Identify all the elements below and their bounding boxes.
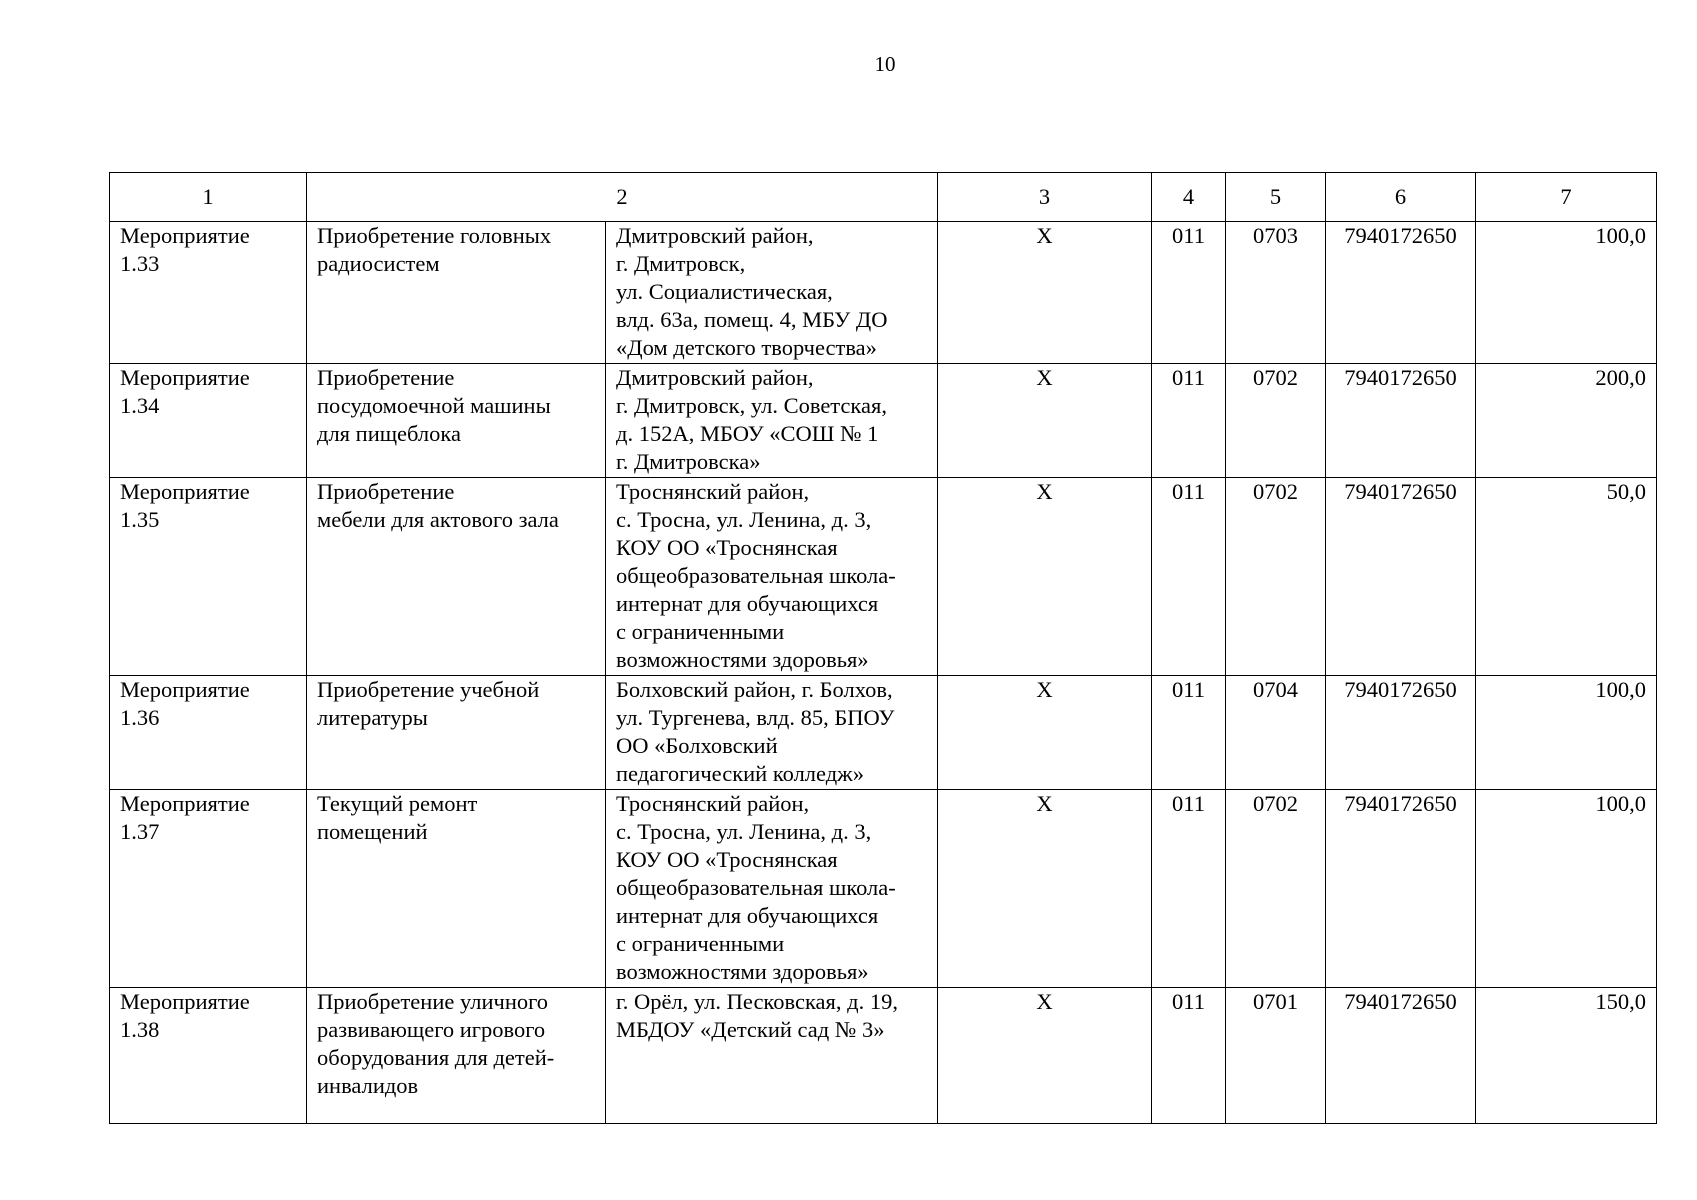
col5-cell: 0702 xyxy=(1226,478,1326,676)
activity-name-cell-line: Текущий ремонт xyxy=(317,791,478,816)
col6-cell: 7940172650 xyxy=(1326,364,1476,478)
activity-name-cell-line: Приобретение головных xyxy=(317,223,552,248)
address-cell-line: интернат для обучающихся xyxy=(616,591,879,616)
col6-cell: 7940172650 xyxy=(1326,478,1476,676)
table-row xyxy=(110,988,1657,1124)
event-cell-line: Мероприятие xyxy=(120,479,250,504)
col4-cell: 011 xyxy=(1152,364,1226,478)
activity-name-cell-line: радиосистем xyxy=(317,251,440,276)
col7-cell: 100,0 xyxy=(1476,222,1657,364)
activity-name-cell xyxy=(307,478,606,676)
address-cell-line: Дмитровский район, xyxy=(616,365,814,390)
header-cell-1: 1 xyxy=(110,173,307,222)
col4-cell: 011 xyxy=(1152,676,1226,790)
col7-cell: 100,0 xyxy=(1476,676,1657,790)
col5-cell: 0704 xyxy=(1226,676,1326,790)
col5-cell: 0702 xyxy=(1226,364,1326,478)
address-cell-line: с. Тросна, ул. Ленина, д. 3, xyxy=(616,507,872,532)
activity-name-cell-line: для пищеблока xyxy=(317,421,461,446)
activity-name-cell-line: мебели для актового зала xyxy=(317,507,559,532)
address-cell-line: с. Тросна, ул. Ленина, д. 3, xyxy=(616,819,872,844)
col6-cell: 7940172650 xyxy=(1326,790,1476,988)
header-cell-7: 7 xyxy=(1476,173,1657,222)
event-cell xyxy=(110,222,307,364)
event-cell-line: 1.38 xyxy=(120,1017,160,1042)
col6-cell: 7940172650 xyxy=(1326,676,1476,790)
col4-cell: 011 xyxy=(1152,790,1226,988)
col4-cell: 011 xyxy=(1152,222,1226,364)
address-cell-line: общеобразовательная школа- xyxy=(616,563,896,588)
event-cell xyxy=(110,478,307,676)
activity-name-cell xyxy=(307,222,606,364)
address-cell xyxy=(606,222,938,364)
col3-cell: Х xyxy=(938,676,1152,790)
col5-cell: 0703 xyxy=(1226,222,1326,364)
event-cell-line: 1.33 xyxy=(120,251,160,276)
col3-cell: Х xyxy=(938,988,1152,1124)
event-cell-line: Мероприятие xyxy=(120,365,250,390)
event-cell-line: 1.34 xyxy=(120,393,160,418)
activity-name-cell-line: посудомоечной машины xyxy=(317,393,551,418)
table-row xyxy=(110,222,1657,364)
address-cell-line: возможностями здоровья» xyxy=(616,959,869,984)
header-cell-2: 2 xyxy=(307,173,938,222)
header-cell-6: 6 xyxy=(1326,173,1476,222)
activity-name-cell xyxy=(307,790,606,988)
address-cell-line: возможностями здоровья» xyxy=(616,647,869,672)
activity-name-cell xyxy=(307,364,606,478)
event-cell-line: 1.37 xyxy=(120,819,160,844)
address-cell xyxy=(606,790,938,988)
address-cell-line: ОО «Болховский xyxy=(616,733,778,758)
address-cell-line: д. 152А, МБОУ «СОШ № 1 xyxy=(616,421,879,446)
address-cell-line: ул. Тургенева, влд. 85, БПОУ xyxy=(616,705,895,730)
col3-cell: Х xyxy=(938,790,1152,988)
event-cell-line: 1.35 xyxy=(120,507,160,532)
col6-cell: 7940172650 xyxy=(1326,988,1476,1124)
activity-name-cell-line: инвалидов xyxy=(317,1073,419,1098)
event-cell-line: Мероприятие xyxy=(120,223,250,248)
address-cell-line: Троснянский район, xyxy=(616,791,810,816)
col7-cell: 200,0 xyxy=(1476,364,1657,478)
col6-cell: 7940172650 xyxy=(1326,222,1476,364)
activity-name-cell xyxy=(307,988,606,1124)
event-cell-line: Мероприятие xyxy=(120,791,250,816)
header-cell-4: 4 xyxy=(1152,173,1226,222)
event-cell xyxy=(110,364,307,478)
event-cell xyxy=(110,988,307,1124)
address-cell-line: г. Дмитровск, xyxy=(616,251,746,276)
col7-cell: 50,0 xyxy=(1476,478,1657,676)
table-row xyxy=(110,790,1657,988)
address-cell-line: влд. 63а, помещ. 4, МБУ ДО xyxy=(616,307,888,332)
address-cell-line: с ограниченными xyxy=(616,619,785,644)
table-row xyxy=(110,676,1657,790)
table-row xyxy=(110,364,1657,478)
address-cell-line: ул. Социалистическая, xyxy=(616,279,833,304)
address-cell xyxy=(606,988,938,1124)
col4-cell: 011 xyxy=(1152,988,1226,1124)
activity-name-cell-line: развивающего игрового xyxy=(317,1017,546,1042)
activity-name-cell xyxy=(307,676,606,790)
address-cell-line: Болховский район, г. Болхов, xyxy=(616,677,893,702)
header-cell-5: 5 xyxy=(1226,173,1326,222)
address-cell-line: г. Дмитровска» xyxy=(616,449,761,474)
activities-table xyxy=(109,172,1657,1124)
activity-name-cell-line: Приобретение учебной xyxy=(317,677,540,702)
col4-cell: 011 xyxy=(1152,478,1226,676)
address-cell-line: КОУ ОО «Троснянская xyxy=(616,847,838,872)
col5-cell: 0701 xyxy=(1226,988,1326,1124)
table-header-row xyxy=(110,173,1657,222)
activity-name-cell-line: Приобретение уличного xyxy=(317,989,549,1014)
address-cell xyxy=(606,364,938,478)
address-cell-line: «Дом детского творчества» xyxy=(616,335,877,360)
activity-name-cell-line: литературы xyxy=(317,705,428,730)
address-cell-line: педагогический колледж» xyxy=(616,761,864,786)
header-cell-3: 3 xyxy=(938,173,1152,222)
address-cell xyxy=(606,478,938,676)
event-cell-line: Мероприятие xyxy=(120,677,250,702)
col3-cell: Х xyxy=(938,364,1152,478)
col7-cell: 150,0 xyxy=(1476,988,1657,1124)
col3-cell: Х xyxy=(938,222,1152,364)
page-number: 10 xyxy=(874,52,896,76)
activity-name-cell-line: Приобретение xyxy=(317,479,455,504)
event-cell-line: 1.36 xyxy=(120,705,160,730)
event-cell xyxy=(110,676,307,790)
col5-cell: 0702 xyxy=(1226,790,1326,988)
col7-cell: 100,0 xyxy=(1476,790,1657,988)
address-cell-line: Дмитровский район, xyxy=(616,223,814,248)
address-cell-line: МБДОУ «Детский сад № 3» xyxy=(616,1017,885,1042)
activity-name-cell-line: помещений xyxy=(317,819,428,844)
activity-name-cell-line: оборудования для детей- xyxy=(317,1045,555,1070)
address-cell-line: общеобразовательная школа- xyxy=(616,875,896,900)
address-cell-line: г. Орёл, ул. Песковская, д. 19, xyxy=(616,989,898,1014)
address-cell-line: интернат для обучающихся xyxy=(616,903,879,928)
address-cell-line: г. Дмитровск, ул. Советская, xyxy=(616,393,887,418)
address-cell xyxy=(606,676,938,790)
activity-name-cell-line: Приобретение xyxy=(317,365,455,390)
address-cell-line: Троснянский район, xyxy=(616,479,810,504)
event-cell-line: Мероприятие xyxy=(120,989,250,1014)
col3-cell: Х xyxy=(938,478,1152,676)
table-row xyxy=(110,478,1657,676)
event-cell xyxy=(110,790,307,988)
address-cell-line: с ограниченными xyxy=(616,931,785,956)
address-cell-line: КОУ ОО «Троснянская xyxy=(616,535,838,560)
